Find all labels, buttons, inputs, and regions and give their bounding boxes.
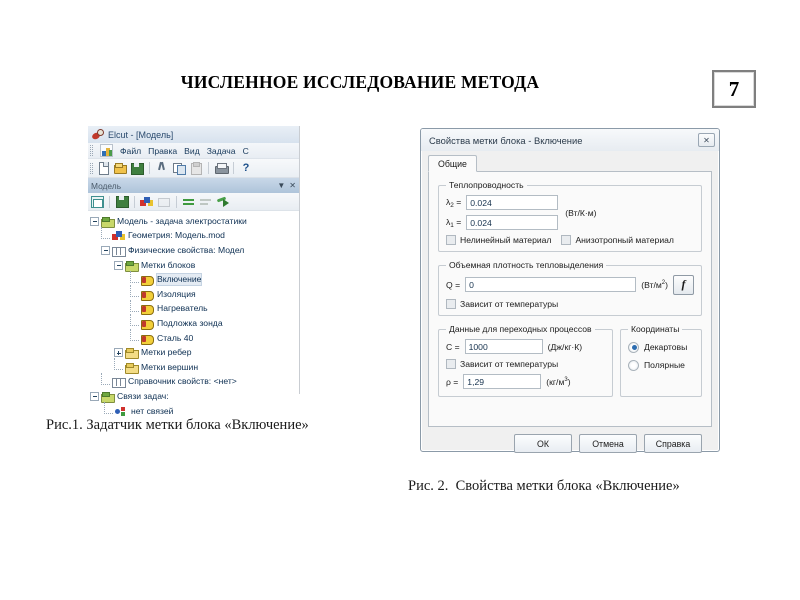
folder-green-icon [101, 216, 114, 227]
tree-item-model[interactable] [90, 214, 299, 229]
toolbar-separator [176, 196, 177, 208]
tree-connector [101, 373, 110, 385]
toolbar-separator [134, 196, 135, 208]
grid-table-icon [112, 245, 125, 256]
block-label-properties-dialog [420, 128, 720, 452]
new-document-icon[interactable] [96, 161, 110, 175]
tree-item-label: нет связей [131, 405, 174, 416]
dialog-footer [428, 427, 712, 453]
checkbox-label: Нелинейный материал [460, 235, 552, 245]
folder-yellow-icon [125, 347, 138, 358]
tree-item-label: Изоляция [157, 288, 196, 299]
q-label: Q = [446, 279, 461, 290]
checkbox-box-icon[interactable] [446, 359, 456, 369]
figure-1-caption: Рис.1. Задатчик метки блока «Включение» [46, 417, 309, 433]
tree-connector [101, 227, 110, 239]
group-legend: Данные для переходных процессов [449, 324, 592, 334]
model-panel-header [88, 178, 299, 193]
tree-item-label: Физические свойства: Модел [128, 244, 245, 255]
tab-panel-general [428, 172, 712, 427]
toolbar-separator [208, 162, 209, 174]
cut-scissors-icon[interactable] [155, 161, 169, 175]
model-panel-toolbar [88, 193, 299, 211]
c-unit: (Дж/кг·К) [547, 341, 583, 352]
print-icon[interactable] [214, 161, 228, 175]
checkbox-box-icon[interactable] [446, 299, 456, 309]
checkbox-label: Зависит от температуры [460, 299, 559, 309]
paste-icon [189, 161, 203, 175]
geometry-icon[interactable] [140, 195, 154, 208]
rho-label: ρ = [446, 376, 459, 387]
checkbox-anisotropic-material[interactable] [561, 235, 673, 245]
checkbox-label: Зависит от температуры [460, 359, 559, 369]
checkbox-nonlinear-material[interactable] [446, 235, 551, 245]
tree-item-properties-library[interactable] [90, 375, 299, 390]
copy-icon[interactable] [172, 161, 186, 175]
lambda2-label: $\lambda_2$ = [446, 196, 462, 209]
elcut-menubar [88, 143, 299, 159]
menu-item-truncated[interactable]: С [242, 145, 249, 156]
equations-icon[interactable] [182, 195, 196, 208]
group-legend: Координаты [631, 324, 680, 334]
tree-connector [104, 402, 113, 414]
expander-icon[interactable] [114, 261, 123, 270]
tree-item-physical-properties[interactable] [90, 243, 299, 258]
elcut-toolbar [88, 159, 299, 178]
group-legend: Объемная плотность тепловыделения [449, 260, 604, 270]
menubar-grip[interactable] [90, 145, 93, 156]
links-icon [115, 406, 128, 417]
rho-unit: $(кг/м^3)$ [546, 376, 571, 387]
tree-item-label: Модель - задача электростатики [117, 215, 247, 226]
c-label: C = [446, 341, 460, 352]
tree-item-stal-40[interactable] [90, 331, 299, 346]
grid-table-icon [112, 376, 125, 387]
tree-item-podlozhka-zonda[interactable] [90, 316, 299, 331]
toolbar-grip[interactable] [90, 163, 93, 174]
tree-item-nagrevatel[interactable] [90, 302, 299, 317]
open-folder-icon[interactable] [113, 161, 127, 175]
folder-green-icon [101, 391, 114, 402]
save-icon[interactable] [130, 161, 144, 175]
tree-item-task-links[interactable] [90, 389, 299, 404]
tree-item-label: Геометрия: Модель.mod [128, 230, 225, 241]
menu-item-view[interactable]: Вид [184, 145, 200, 156]
tree-item-label: Метки блоков [141, 259, 196, 270]
close-icon[interactable]: ✕ [289, 181, 296, 190]
toolbar-separator [233, 162, 234, 174]
function-editor-button[interactable]: f [673, 275, 694, 295]
rho-input[interactable]: 1,29 [463, 374, 541, 389]
group-heat-density [438, 260, 702, 316]
q-input[interactable]: 0 [465, 277, 636, 292]
tree-connector [114, 358, 123, 370]
block-label-icon [141, 333, 154, 344]
tree-item-block-labels[interactable] [90, 258, 299, 273]
checkbox-q-temp-dependent[interactable] [446, 299, 558, 309]
page-title: ЧИСЛЕННОЕ ИССЛЕДОВАНИЕ МЕТОДА [180, 72, 540, 92]
page-number-badge [712, 70, 756, 108]
expander-icon[interactable] [101, 246, 110, 255]
c-input[interactable]: 1000 [465, 339, 543, 354]
group-legend: Теплопроводность [449, 180, 524, 190]
block-label-icon [141, 318, 154, 329]
radio-label: Полярные [644, 360, 685, 370]
group-thermal-conductivity [438, 180, 702, 252]
tab-general[interactable]: Общие [428, 155, 477, 172]
radio-button-icon[interactable] [628, 342, 639, 353]
tree-item-label: Подложка зонда [157, 317, 223, 328]
menu-item-task[interactable]: Задача [206, 145, 236, 156]
expander-icon[interactable] [114, 348, 123, 357]
radio-label: Декартовы [644, 342, 688, 352]
tree-item-label: Метки вершин [141, 361, 199, 372]
figure-2-caption: Рис. 2. Свойства метки блока «Включение» [408, 478, 680, 494]
conductivity-unit: (Вт/К·м) [565, 207, 597, 218]
tree-item-label: Сталь 40 [157, 332, 194, 343]
elcut-window-title: Elcut - [Модель] [108, 129, 174, 140]
expander-icon[interactable] [90, 392, 99, 401]
dialog-title: Свойства метки блока - Включение [429, 134, 583, 146]
checkbox-label: Анизотропный материал [575, 235, 674, 245]
tree-connector [130, 285, 139, 297]
elcut-titlebar [88, 126, 299, 143]
block-label-icon [141, 289, 154, 300]
checkbox-c-temp-dependent[interactable] [446, 359, 558, 369]
tree-connector [130, 271, 139, 283]
menu-item-file[interactable]: Файл [120, 145, 142, 156]
checkbox-box-icon[interactable] [561, 235, 571, 245]
radio-button-icon[interactable] [628, 360, 639, 371]
tree-connector [130, 329, 139, 341]
tree-item-label: Справочник свойств: <нет> [128, 376, 237, 387]
tree-item-label: Нагреватель [157, 303, 208, 314]
radio-polar[interactable] [628, 356, 694, 374]
tree-item-izolyaciya[interactable] [90, 287, 299, 302]
toolbar-separator [149, 162, 150, 174]
block-label-icon [141, 274, 154, 285]
tree-item-label: Связи задач: [117, 390, 169, 401]
close-icon[interactable]: ✕ [698, 133, 715, 147]
q-unit: $(Вт/м^2)$ [641, 279, 668, 290]
folder-green-icon [125, 260, 138, 271]
lambda1-label: $\lambda_1$ = [446, 216, 462, 229]
tree-item-label: Метки ребер [141, 347, 192, 358]
page-number-value: 7 [714, 72, 754, 106]
save-icon[interactable] [115, 195, 129, 208]
mesh-disabled-icon [157, 195, 171, 208]
elcut-window-screenshot [88, 126, 300, 416]
elcut-app-icon [91, 129, 103, 141]
dialog-tabstrip [428, 155, 712, 172]
help-question-icon[interactable]: ? [242, 162, 250, 174]
lambda2-input[interactable]: 0.024 [466, 195, 558, 210]
menu-item-edit[interactable]: Правка [148, 145, 178, 156]
solve-icon[interactable] [216, 195, 230, 208]
cancel-button[interactable]: Отмена [579, 434, 637, 453]
help-button[interactable]: Справка [644, 434, 702, 453]
group-coordinates [620, 324, 702, 397]
toolbar-separator [109, 196, 110, 208]
tree-item-vklyuchenie[interactable] [90, 272, 299, 287]
radio-cartesian[interactable] [628, 338, 694, 356]
group-transient-data [438, 324, 613, 397]
tree-connector [130, 314, 139, 326]
model-properties-icon[interactable] [100, 144, 113, 157]
geometry-icon [112, 230, 125, 241]
block-label-icon [141, 303, 154, 314]
chevron-down-icon[interactable]: ▼ [277, 181, 286, 190]
expander-icon[interactable] [90, 217, 99, 226]
tree-item-geometry[interactable] [90, 229, 299, 244]
model-panel-title: Модель [91, 180, 122, 191]
model-tree[interactable] [88, 211, 299, 416]
checkbox-box-icon[interactable] [446, 235, 456, 245]
tree-item-label: Включение [157, 274, 202, 285]
equations-disabled-icon [199, 195, 213, 208]
tree-item-vertex-labels[interactable] [90, 360, 299, 375]
open-window-icon[interactable] [90, 195, 104, 208]
ok-button[interactable]: ОК [514, 434, 572, 453]
folder-yellow-icon [125, 362, 138, 373]
lambda1-input[interactable]: 0.024 [466, 215, 558, 230]
dialog-titlebar [421, 129, 719, 151]
tree-connector [130, 300, 139, 312]
